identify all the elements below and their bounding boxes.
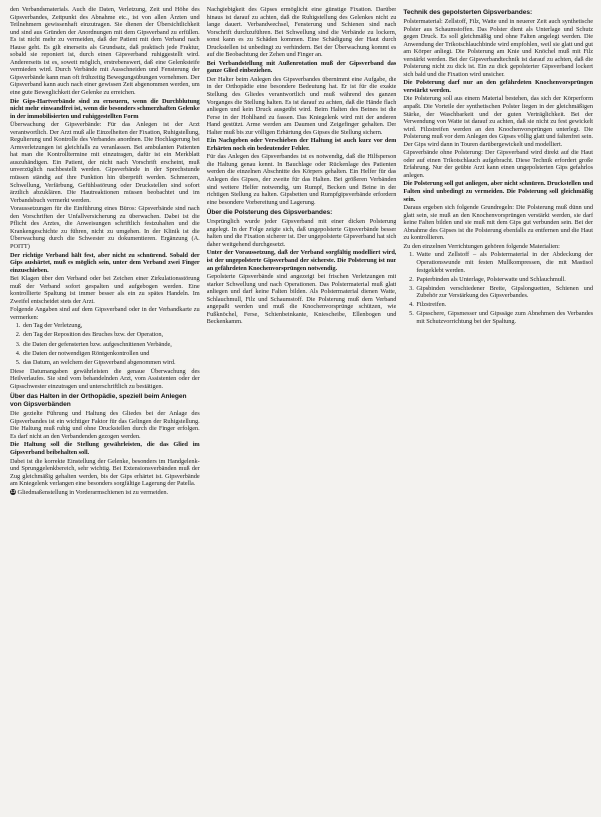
paragraph-bold: Ein Nachgeben oder Verschieben der Haltung ist auch kurz vor dem Erhärten noch ein bedeutender Fehler. [206, 137, 397, 152]
list-item: 4. die Daten der notwendigen Röntgenkontrollen und [22, 350, 200, 358]
paragraph: Ursprünglich wurde jeder Gipsverband mit einer dicken Polsterung angelegt. In der Folge zeigte sich, daß ungepolsterte Gipsverbände besser halten und die Fixation sicherer ist. Der ungepolsterte Gipsverband hat sich daher weitgehend durchgesetzt. [206, 218, 397, 248]
section-heading: Über das Halten in der Orthopädie, speziell beim Anlegen von Gipsverbänden [10, 393, 187, 409]
numbered-list [10, 322, 200, 366]
text-columns [10, 6, 593, 813]
paragraph: Die gezielte Führung und Haltung des Gliedes bei der Anlage des Gipsverbandes ist ein wichtiger Faktor für das Gelingen der Ruhigstellung. Die Haltung muß ruhig und ohne Druckstellen durch die Finger erfolgen. Es darf nicht an den Verbandenden gezogen werden. [10, 410, 200, 440]
list-item: 5. Gipsschere, Gipsmesser und Gipssäge zum Abnehmen des Verbandes mit Schutzvorrichtung bei der Spaltung. [415, 310, 593, 325]
list-item: 2. Papierbinden als Unterlage, Polsterwatte und Schlauchmull. [415, 276, 593, 284]
column-3 [403, 6, 593, 813]
list-item: 3. Gipsbinden verschiedener Breite, Gipslonguetten, Schienen und Zubehör zur Verstärkung des Gipsverbandes. [415, 285, 593, 300]
paragraph: Für das Anlegen des Gipsverbandes ist es notwendig, daß die Hilfsperson die Haltung genau kennt. In Bauchlage oder Rückenlage des Patienten werden die einzelnen Abschnitte des Körpers gehalten. Ein Helfer für das Anlegen des Gipses, der zweite für das Halten. Bei größeren Verbänden sind weitere Helfer notwendig, um Rumpf, Becken und Beine in der richtigen Stellung zu halten. Gipsbetten und Rumpfgipsverbände erfordern eine besondere Vorbereitung und Lagerung. [206, 153, 397, 206]
list-item: 1. Watte und Zellstoff – als Polstermaterial in der Abdeckung der Operationswunde mit festen Mullkompressen, die mit Mastisol festgeklebt werden. [415, 251, 593, 274]
paragraph-bold: Die Gips-Hartverbände sind zu erneuern, wenn die Durchblutung nicht mehr einwandfrei ist, wenn die besonders schmerzhaften Gelenke in der immobilisierten und ruhiggestellten Form [10, 97, 200, 120]
list-item: 2. den Tag der Reposition des Bruches bzw. der Operation, [22, 331, 200, 339]
paragraph: den Verbandsmaterials. Auch die Daten, Verletzung, Zeit und Höhe des Gipsverbandes, Zeitpunkt des Abnahme etc., ist von allen Ärzten und Teilnehmern gewissenhaft einzutragen. Sie dienen der Übersichtlichkeit und sind aus Gründen der Anordnungen mit dem Gipsverband zu erfüllen. Es ist nicht mehr zu vermeiden, daß der Patient mit dem Verband nach Hause geht. Es gilt einerseits als Grundsatz, daß praktisch jede Fraktur, sobald sie reponiert ist, durch einen Gipsverband ruhiggestellt wird. Andererseits ist es, soweit möglich, erstrebenswert, daß eine Gelenksteife vermieden wird. Durch Verbände mit Ausschneiden und Fensterung der Gipsverbände kann man oft frühzeitig Bewegungsübungen vornehmen. Der Gipsverband kann auch nach einer gewissen Zeit abgenommen werden, um eine gute Beweglichkeit der Gelenke zu erreichen. [10, 6, 200, 97]
paragraph: Folgende Angaben sind auf dem Gipsverband oder in der Verbandkarte zu vermerken: [10, 306, 200, 321]
list-item: 4. Filzstreifen. [415, 301, 593, 309]
paragraph-bold: Der richtige Verband hält fest, aber nicht zu schnürend. Sobald der Gips aushärtet, muß es möglich sein, unter dem Verband zwei Finger einzuschieben. [10, 251, 200, 274]
paragraph: Gepolsterte Gipsverbände sind angezeigt bei frischen Verletzungen mit starker Schwellung und nach Operationen. Das Polstermaterial muß glatt anliegen und darf keine Falten bilden. Als Polstermaterial dienen Watte, Schlauchmull, Filz und Schaumstoff. Die Polsterung muß dem Verband angepaßt werden und muß die Knochenvorsprünge schützen, wie Fußknöchel, Ferse, Schienbeinkante, Kniescheibe, Ellenbogen und Beckenkamm. [206, 273, 397, 326]
paragraph: Nachgiebigkeit des Gipses ermöglicht eine günstige Fixation. Darüber hinaus ist darauf zu achten, daß die Ruhigstellung des Gelenkes nicht zu lange dauert. Verbandwechsel, Fensterung und Schienen sind nach Vorschrift durchzuführen. Bei Schwellung sind die Verbände zu lockern, sonst kann es zu Schäden kommen. Eine Schädigung der Haut durch Druckstellen ist unbedingt zu verhindern. Bei der Überwachung kommt es auf die Beobachtung der Zehen und Finger an. [206, 6, 397, 59]
list-item: 1. den Tag der Verletzung, [22, 322, 200, 330]
paragraph: Zu den einzelnen Verrichtungen gehören folgende Materialien: [403, 242, 560, 250]
section-heading: Technik des gepolsterten Gipsverbandes: [403, 9, 533, 16]
paragraph-bold: Die Polsterung soll gut anliegen, aber nicht schnüren. Druckstellen und Falten sind unbedingt zu vermeiden. Die Polsterung soll gleichmäßig sein. [403, 180, 594, 203]
list-item: 3. die Daten der gefensterten bzw. aufgeschnittenen Verbände, [22, 341, 200, 349]
paragraph: Daraus ergeben sich folgende Grundregeln: Die Polsterung muß dünn und glatt sein, sie muß an den Knochenvorsprüngen verstärkt werden, sie darf keine Falten bilden und sie muß mit dem Gips gut verbunden sein. Bei der Abnahme des Gipses ist die Polsterung ebenfalls zu entfernen und die Haut zu kontrollieren. [403, 204, 594, 242]
paragraph: Diese Datumangaben gewährleisten die genaue Überwachung des Heilverlaufes. Sie sind vom behandelnden Arzt, vom Assistenten oder der Gipsschwester einzutragen und unterschriftlich zu bestätigen. [10, 367, 200, 390]
paragraph: Polstermaterial: Zellstoff, Filz, Watte und in neuerer Zeit auch synthetische Polster aus Schaumstoffen. Das Polster dient als Unterlage und Schutz gegen Druck. Es soll gleichmäßig und ohne Falten angelegt werden. Die Anwendung der Trikotschlauchbinde wird empfohlen, weil sie glatt und gut am Körper anliegt. Die Polsterung am Knie und Knöchel muß mit Filz verstärkt werden. Bei der Gipsverbandtechnik ist darauf zu achten, daß die Polsterung nicht zu dick ist. Ein zu dick gepolsterter Gipsverband lockert sich bald und die Fixation wird unsicher. [403, 18, 594, 78]
paragraph: Der Halter beim Anlegen des Gipsverbandes übernimmt eine Aufgabe, die in der Orthopädie eine besondere Bedeutung hat. Er ist für die exakte Stellung des Gliedes verantwortlich und muß während des ganzen Vorganges die Stellung halten. Es ist darauf zu achten, daß die Hände flach anliegen und kein Druck ausgeübt wird. Beim Halten des Beines ist die Ferse in der Hohlhand zu fassen. Das Kniegelenk wird mit der anderen Hand gestützt. Arme werden am Daumen und Zeigefinger gehalten. Der Halter muß bis zur völligen Erhärtung des Gipses die Stellung sichern. [206, 75, 397, 136]
paragraph-bold: Bei Verbandstellung mit Außenrotation muß der Gipsverband das ganze Glied einbeziehen. [206, 59, 397, 75]
paragraph: Dabei ist die korrekte Einstellung der Gelenke, besonders im Handgelenk- und Sprunggelenkbereich, sehr wichtig. Bei Extensionsverbänden muß der Zug gleichmäßig gehalten werden, bis der Gips erhärtet ist. Gipsverbände am Kniegelenk verlangen eine besonders sorgfältige Lagerung der Patella. [10, 457, 200, 488]
paragraph: Voraussetzungen für die Einführung eines Büros: Gipsverbände sind nach den Vorschriften der Unfallversicherung zu überwachen. Dabei ist die Pflicht des Arztes, die Anweisungen schriftlich festzuhalten und die Krankengeschichte zu führen, nicht zu umgehen. In der Klinik ist die Überwachung durch die Schwester zu dokumentieren. Ergänzung (A. POITT) [10, 205, 200, 250]
paragraph: Die Polsterung soll aus einem Material bestehen, das sich der Körperform anpaßt. Die Vorteile der synthetischen Polster liegen in der gleichmäßigen Stärke, der Waschbarkeit und der guten Verträglichkeit. Bei der Verwendung von Watte ist darauf zu achten, daß sie nicht zu fest gewickelt wird. Filzstreifen werden an den Knochenvorsprüngen unterlegt. Die Polsterung muß vor dem Anlegen des Gipses völlig glatt und faltenfrei sein. Der Gips wird dann in Touren darübergewickelt und modelliert. [403, 95, 594, 148]
paragraph-tail: Gliedmaßenstellung in Vorderarmschienen ist zu vermeiden. [17, 488, 169, 496]
paragraph: Gipsverbände ohne Polsterung: Der Gipsverband wird direkt auf die Haut oder auf einen Trikotschlauch aufgebracht. Diese Technik erfordert große Erfahrung. Nur der geübte Arzt kann einen ungepolsterten Gips gefahrlos anlegen. [403, 149, 594, 179]
column-1 [10, 6, 200, 813]
paragraph: Überwachung der Gipsverbände: Für das Anlegen ist der Arzt verantwortlich. Der Arzt muß alle Einzelheiten der Fixation, Ruhigstellung, Regulierung und Kontrolle des Verbandes anordnen. Die Hochlagerung bei Armverletzungen ist gleichfalls zu veranlassen. Bei ambulanten Patienten hat man die Kontrolltermine mit einzutragen, dafür ist ein Merkblatt auszuhändigen. Ein Patient, der nicht nach Vorschrift erscheint, muß unverzüglich nachbestellt werden. Gipsverbände in der Sprechstunde müssen ständig auf ihre Funktion hin überprüft werden. Schmerzen, Schwellung, Verfärbung, Gefühlsstörung oder Druckstellen sind sofort ärztlich abzuklären. Die Hautreaktionen müssen beobachtet und im Verbandsbuch vermerkt werden. [10, 121, 200, 204]
list-item: 5. das Datum, an welchem der Gipsverband abgenommen wird. [22, 359, 200, 367]
paragraph-bold: Die Haltung soll die Stellung gewährleisten, die das Glied im Gipsverband beibehalten soll. [10, 441, 200, 457]
numbered-list [403, 251, 593, 325]
paragraph-bold: Unter der Voraussetzung, daß der Verband sorgfältig modelliert wird, ist der ungepolsterte Gipsverband der sicherste. Die Polsterung ist nur an gefährdeten Knochenvorsprüngen notwendig. [206, 249, 397, 272]
section-heading: Über die Polsterung des Gipsverbandes: [206, 209, 333, 217]
reference-marker: 13 [10, 489, 16, 495]
paragraph-bold: Die Polsterung darf nur an den gefährdeten Knochenvorsprüngen verstärkt werden. [403, 79, 594, 94]
column-2 [207, 6, 397, 813]
paragraph [10, 489, 200, 497]
paragraph: Bei Klagen über den Verband oder bei Zeichen einer Zirkulationsstörung muß der Verband sofort gespalten und aufgebogen werden. Eine kontrollierte Spaltung ist immer besser als ein zu spätes Handeln. Im Zweifel entscheidet stets der Arzt. [10, 275, 200, 305]
